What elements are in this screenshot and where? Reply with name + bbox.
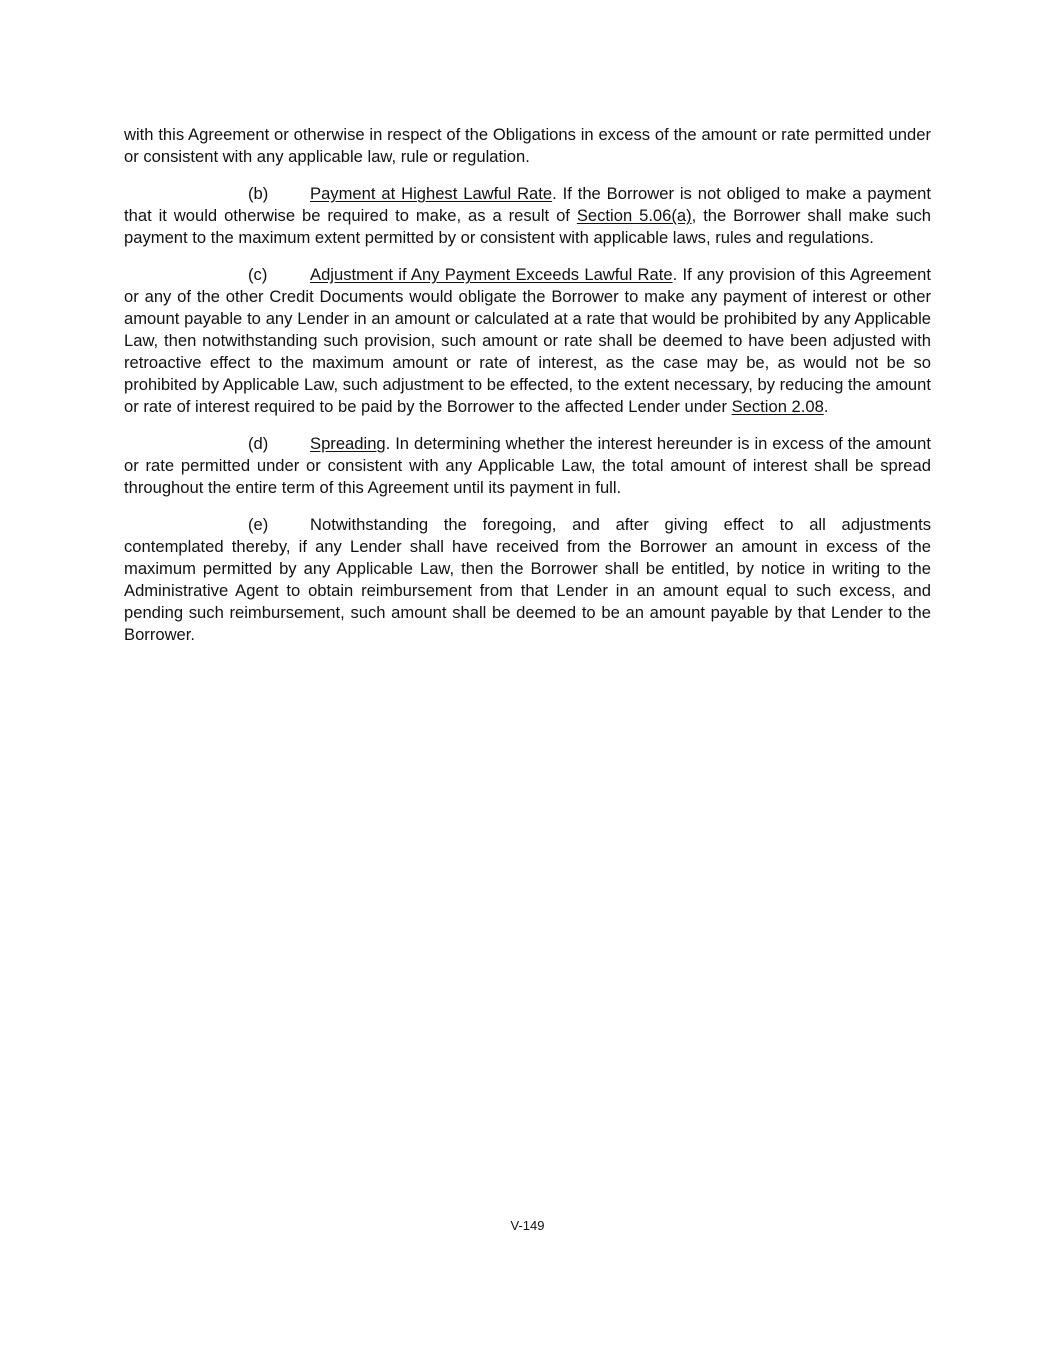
paragraph-label: (e) (248, 515, 269, 534)
paragraph-text: . (823, 397, 829, 416)
paragraph-label: (b) (248, 184, 269, 203)
paragraph-text: . If the Borrower is not obliged to make a payment that it would otherwise be required to make, as a result of (124, 184, 931, 225)
paragraph-text: with this Agreement or otherwise in respect of the Obligations in excess of the amount or rate permitted under or consistent with any applicable law, rule or regulation. (124, 125, 931, 166)
paragraph-continuation (124, 124, 931, 168)
paragraph-heading: Payment at Highest Lawful Rate (310, 184, 553, 203)
paragraph-label: (d) (248, 434, 269, 453)
document-body (124, 124, 931, 661)
paragraph-text: Notwithstanding the foregoing, and after giving effect to all adjustments contemplated thereby, if any Lender shall have received from the Borrower an amount in excess of the maximum permitted by any Applicable Law, then the Borrower shall be entitled, by notice in writing to the Administrative Agent to obtain reimbursement from that Lender in an amount equal to such excess, and pending such reimbursement, such amount shall be deemed to be an amount payable by that Lender to the Borrower. (124, 515, 931, 644)
section-reference: Section 5.06(a) (576, 206, 692, 225)
paragraph-text: , the Borrower shall make such payment to the maximum extent permitted by or consistent with applicable laws, rules and regulations. (124, 206, 931, 247)
paragraph-c (124, 264, 931, 418)
paragraph-label: (c) (248, 265, 268, 284)
paragraph-text: . In determining whether the interest hereunder is in excess of the amount or rate permitted under or consistent with any Applicable Law, the total amount of interest shall be spread throughout the entire term of this Agreement until its payment in full. (124, 434, 931, 497)
paragraph-d (124, 433, 931, 499)
section-reference: Section 2.08 (731, 397, 824, 416)
page-number: V-149 (510, 1218, 545, 1233)
paragraph-text: . If any provision of this Agreement or any of the other Credit Documents would obligate the Borrower to make any payment of interest or other amount payable to any Lender in an amount or calculated at a rate that would be prohibited by any Applicable Law, then notwithstanding such provision, such amount or rate shall be deemed to have been adjusted with retroactive effect to the maximum amount or rate of interest, as the case may be, as would not be so prohibited by Applicable Law, such adjustment to be effected, to the extent necessary, by reducing the amount or rate of interest required to be paid by the Borrower to the affected Lender under (124, 265, 931, 416)
paragraph-heading: Spreading (310, 434, 386, 453)
paragraph-e (124, 514, 931, 646)
paragraph-b (124, 183, 931, 249)
paragraph-heading: Adjustment if Any Payment Exceeds Lawful Rate (310, 265, 673, 284)
